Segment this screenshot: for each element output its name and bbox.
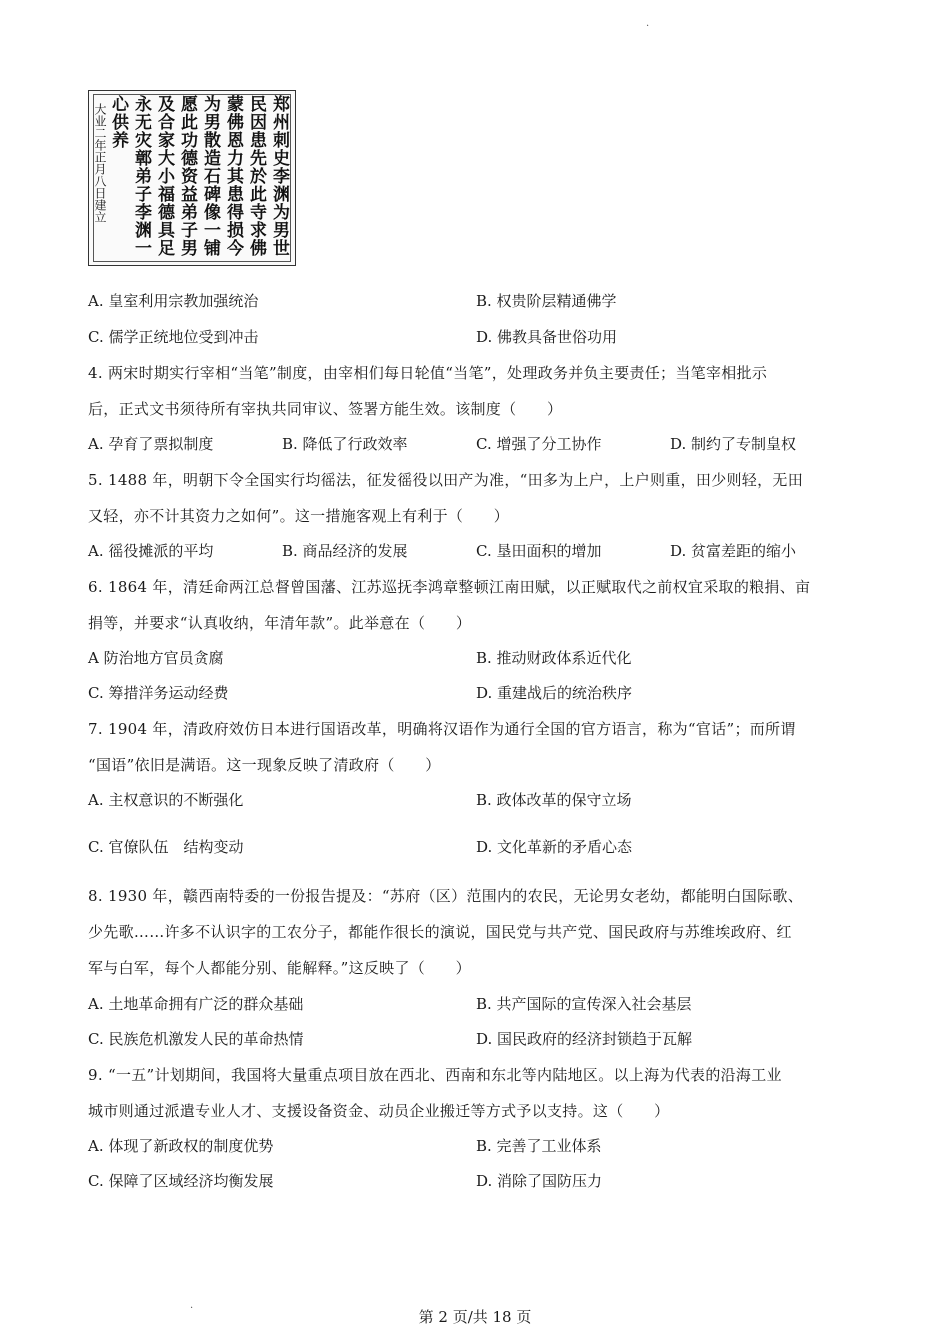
q5-option-a: A. 徭役摊派的平均 <box>88 542 214 560</box>
stele-column-6: 及合家大小福德具足 <box>154 95 174 257</box>
q7-option-b: B. 政体改革的保守立场 <box>476 791 632 809</box>
stele-column-2: 民因患先於此寺求佛 <box>246 95 266 257</box>
q6-option-a: A 防治地方官员贪腐 <box>88 649 224 667</box>
q6-stem-line-1: 6. 1864 年，清廷命两江总督曾国藩、江苏巡抚李鸿章整顿江南田赋，以正赋取代之前权宜采取的粮捐、亩 <box>88 578 811 596</box>
stele-column-4: 为男散造石碑像一铺 <box>200 95 220 257</box>
q5-option-d: D. 贫富差距的缩小 <box>670 542 797 560</box>
stele-column-5: 愿此功德资益弟子男 <box>177 95 197 257</box>
q7-option-d: D. 文化革新的矛盾心态 <box>476 838 633 856</box>
q4-stem-line-2: 后，正式文书须待所有宰执共同审议、签署方能生效。该制度（ ） <box>88 400 563 418</box>
stele-inscription-image <box>88 90 296 266</box>
stray-mark: . <box>646 18 650 29</box>
q6-option-b: B. 推动财政体系近代化 <box>476 649 632 667</box>
stray-mark-footer: . <box>190 1300 194 1311</box>
stele-column-3: 蒙佛恩力其患得损今 <box>223 95 243 257</box>
stele-column-1: 郑州刺史李渊为男世 <box>269 95 289 257</box>
q4-option-d: D. 制约了专制皇权 <box>670 435 797 453</box>
stele-column-date: 大业二年正月八日建立 <box>93 103 107 223</box>
q8-stem-line-1: 8. 1930 年，赣西南特委的一份报告提及：“苏府（区）范围内的农民，无论男女老幼，都能明白国际歌、 <box>88 887 803 905</box>
page-number-footer: 第 2 页/共 18 页 <box>418 1308 532 1326</box>
q6-option-d: D. 重建战后的统治秩序 <box>476 684 633 702</box>
q4-stem-line-1: 4. 两宋时期实行宰相“当笔”制度，由宰相们每日轮值“当笔”，处理政务并负主要责任；当笔宰相批示 <box>88 364 768 382</box>
q5-stem-line-2: 又轻，亦不计其资力之如何”。这一措施客观上有利于（ ） <box>88 507 510 525</box>
q3-option-a: A. 皇室利用宗教加强统治 <box>88 292 259 310</box>
q5-option-b: B. 商品经济的发展 <box>282 542 408 560</box>
q4-option-a: A. 孕育了票拟制度 <box>88 435 214 453</box>
stele-column-7: 永无灾鄣弟子李渊一 <box>131 95 151 257</box>
q9-stem-line-1: 9. “一五”计划期间，我国将大量重点项目放在西北、西南和东北等内陆地区。以上海为代表的沿海工业 <box>88 1066 782 1084</box>
q8-option-a: A. 土地革命拥有广泛的群众基础 <box>88 995 304 1013</box>
q8-option-c: C. 民族危机激发人民的革命热情 <box>88 1030 304 1048</box>
q3-option-c: C. 儒学正统地位受到冲击 <box>88 328 259 346</box>
q4-option-c: C. 增强了分工协作 <box>476 435 602 453</box>
q3-option-d: D. 佛教具备世俗功用 <box>476 328 618 346</box>
q4-option-b: B. 降低了行政效率 <box>282 435 408 453</box>
q7-option-a: A. 主权意识的不断强化 <box>88 791 244 809</box>
q5-option-c: C. 垦田面积的增加 <box>476 542 602 560</box>
q9-option-c: C. 保障了区域经济均衡发展 <box>88 1172 274 1190</box>
q8-option-b: B. 共产国际的宣传深入社会基层 <box>476 995 692 1013</box>
q9-option-d: D. 消除了国防压力 <box>476 1172 603 1190</box>
q7-option-c: C. 官僚队伍 结构变动 <box>88 838 244 856</box>
q7-stem-line-1: 7. 1904 年，清政府效仿日本进行国语改革，明确将汉语作为通行全国的官方语言，称为“官话”；而所谓 <box>88 720 796 738</box>
q9-option-b: B. 完善了工业体系 <box>476 1137 602 1155</box>
q9-stem-line-2: 城市则通过派遣专业人才、支援设备资金、动员企业搬迁等方式予以支持。这（ ） <box>88 1102 670 1120</box>
stele-column-8: 心供养 <box>108 95 128 149</box>
q6-stem-line-2: 捐等，并要求“认真收纳，年清年款”。此举意在（ ） <box>88 614 472 632</box>
q5-stem-line-1: 5. 1488 年，明朝下令全国实行均徭法，征发徭役以田产为准，“田多为上户，上户则重，田少则轻，无田 <box>88 471 803 489</box>
q6-option-c: C. 筹措洋务运动经费 <box>88 684 229 702</box>
q7-stem-line-2: “国语”依旧是满语。这一现象反映了清政府（ ） <box>88 756 441 774</box>
q8-stem-line-2: 少先歌……许多不认识字的工农分子，都能作很长的演说，国民党与共产党、国民政府与苏维埃政府、红 <box>88 923 792 941</box>
q8-option-d: D. 国民政府的经济封锁趋于瓦解 <box>476 1030 693 1048</box>
q9-option-a: A. 体现了新政权的制度优势 <box>88 1137 274 1155</box>
q3-option-b: B. 权贵阶层精通佛学 <box>476 292 617 310</box>
q8-stem-line-3: 军与白军，每个人都能分别、能解释。”这反映了（ ） <box>88 959 471 977</box>
